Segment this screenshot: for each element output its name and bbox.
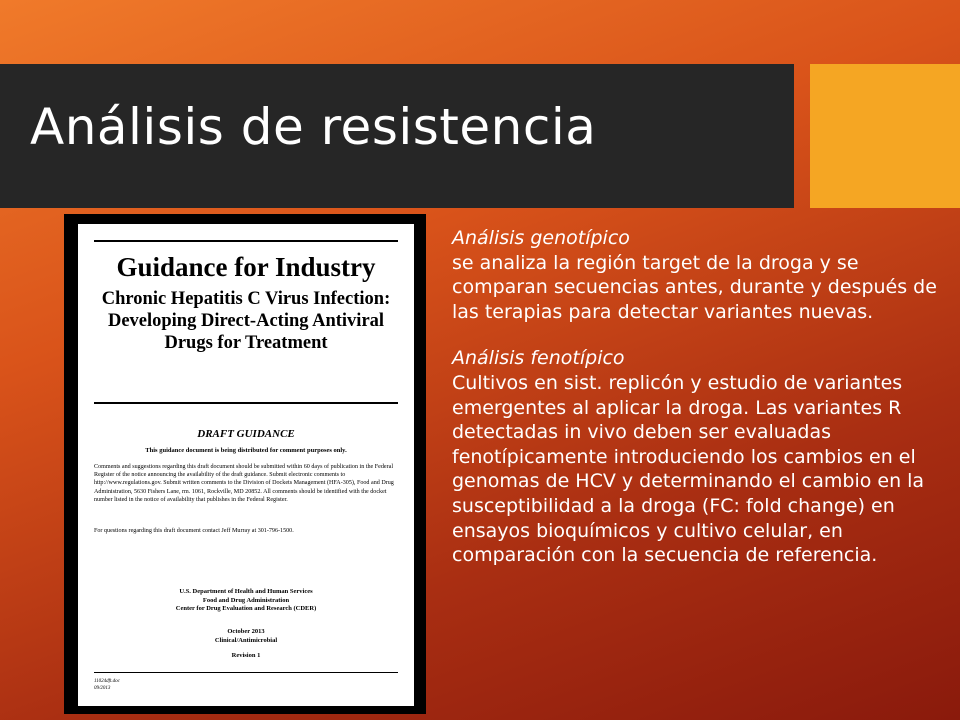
document-subtitle: Chronic Hepatitis C Virus Infection: Developing Direct-Acting Antiviral Drugs for Treatment <box>101 289 391 353</box>
document-image <box>78 224 414 706</box>
document-draft-label: DRAFT GUIDANCE <box>197 428 295 440</box>
document-date-block <box>78 628 414 645</box>
phenotypic-text: Cultivos en sist. replicón y estudio de variantes emergentes al aplicar la droga. Las variantes R detectadas in vivo deben ser evaluadas fenotípicamente introduciendo los cambios en el genomas de HCV y determinando el cambio en la susceptibilidad a la droga (FC: fold change) en ensayos bioquímicos y cultivo celular, en comparación con la secuencia de referencia. <box>452 371 925 567</box>
slide-title: Análisis de resistencia <box>30 98 597 156</box>
content-text <box>452 226 952 568</box>
document-footer <box>94 678 120 692</box>
footer-line: 09/2013 <box>94 686 111 691</box>
agency-line: Food and Drug Administration <box>202 596 290 604</box>
document-contact: For questions regarding this draft document contact Jeff Murray at 301-796-1500. <box>94 528 294 534</box>
document-revision: Revision 1 <box>231 652 261 659</box>
paragraph-gap <box>452 324 952 346</box>
accent-block <box>810 64 960 208</box>
document-top-rule <box>94 240 398 242</box>
document-bottom-rule <box>94 672 398 673</box>
genotypic-heading: Análisis genotípico <box>452 227 630 249</box>
document-category: Clinical/Antimicrobial <box>214 636 278 644</box>
document-title: Guidance for Industry <box>116 252 376 282</box>
agency-line: U.S. Department of Health and Human Services <box>179 588 313 595</box>
document-distribution-note: This guidance document is being distributed for comment purposes only. <box>145 447 347 454</box>
agency-line: Center for Drug Evaluation and Research (CDER) <box>175 605 317 612</box>
document-date: October 2013 <box>227 628 265 635</box>
document-rule <box>94 402 398 404</box>
document-agency <box>78 588 414 614</box>
genotypic-text: se analiza la región target de la droga y se comparan secuencias antes, durante y después de las terapias para detectar variantes nuevas. <box>452 251 937 323</box>
document-comments: Comments and suggestions regarding this draft document should be submitted within 60 days of publication in the Federal Register of the notice announcing the availability of the draft guidance. Submit electronic comments to http://www.regulations.gov. Submit written comments to the Division of Dockets Management (HFA-305), Food and Drug Administration, 5630 Fishers Lane, rm. 1061, Rockville, MD 20852. All comments should be identified with the docket number listed in the notice of availability that publishes in the Federal Register. <box>94 464 394 503</box>
footer-line: 11024dft.doc <box>94 679 120 684</box>
phenotypic-heading: Análisis fenotípico <box>452 347 625 370</box>
